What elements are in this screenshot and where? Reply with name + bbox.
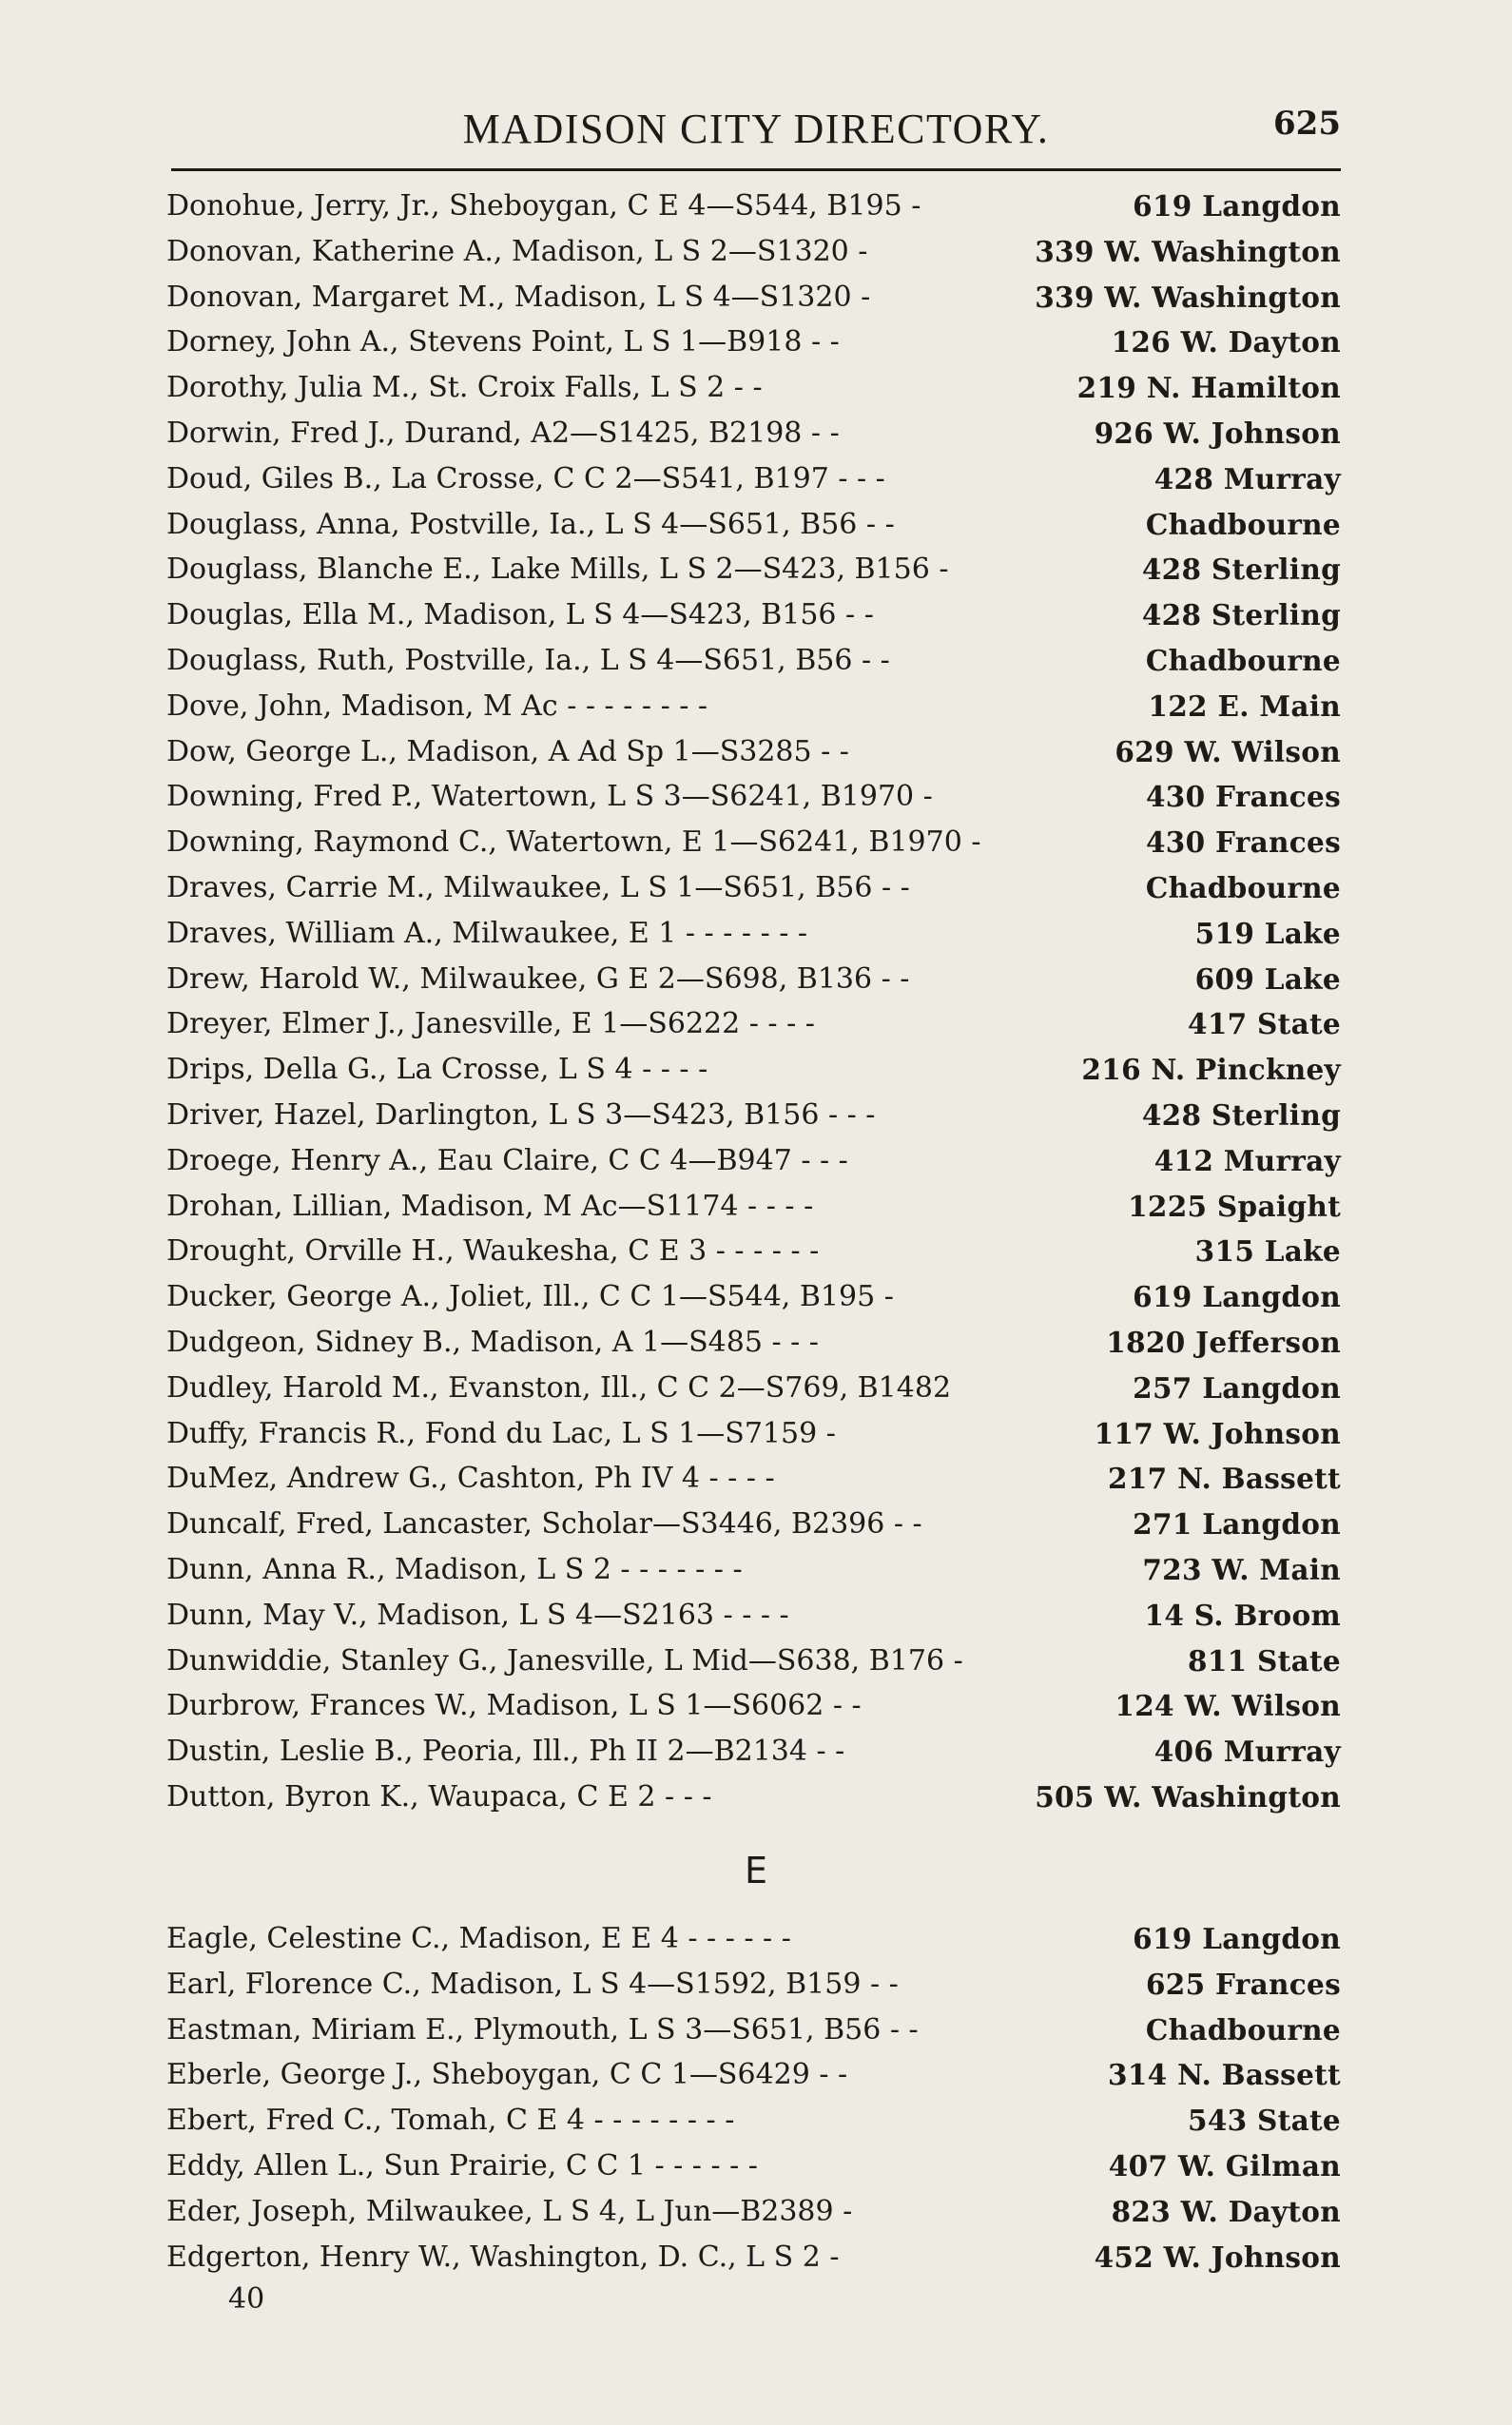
- directory-entry: [166, 1502, 1341, 1547]
- running-title: MADISON CITY DIRECTORY.: [462, 106, 1050, 152]
- entry-name: Drips, Della G., La Crosse, L S 4 - - - -: [166, 1053, 708, 1087]
- page-header: [171, 105, 1341, 164]
- entry-name: Dreyer, Elmer J., Janesville, E 1—S6222 - - - -: [166, 1007, 815, 1041]
- entry-address: 428 Murray: [1153, 461, 1341, 495]
- directory-entry: [166, 275, 1341, 320]
- directory-entry: [166, 320, 1341, 365]
- entry-address: 619 Langdon: [1133, 189, 1341, 223]
- directory-entry: [166, 1366, 1341, 1411]
- directory-entry: [166, 1775, 1341, 1820]
- entry-address: 625 Frances: [1145, 1967, 1341, 2001]
- directory-entry: [166, 229, 1341, 275]
- entry-name: Earl, Florence C., Madison, L S 4—S1592, B159 - -: [166, 1967, 899, 2001]
- entry-address: 609 Lake: [1194, 961, 1341, 996]
- entry-name: Dunn, May V., Madison, L S 4—S2163 - - - -: [166, 1598, 789, 1632]
- entry-name: Eddy, Allen L., Sun Prairie, C C 1 - - - - - -: [166, 2148, 758, 2182]
- directory-entry: [166, 911, 1341, 957]
- directory-entry: [166, 774, 1341, 820]
- directory-entry: [166, 1639, 1341, 1684]
- directory-entry: [166, 184, 1341, 229]
- entry-name: Douglass, Blanche E., Lake Mills, L S 2—S423, B156 -: [166, 553, 949, 587]
- entry-address: 619 Langdon: [1133, 1280, 1341, 1314]
- entry-address: 271 Langdon: [1133, 1507, 1341, 1542]
- entry-address: Chadbourne: [1145, 507, 1341, 541]
- signature-mark: 40: [228, 2282, 265, 2316]
- entry-address: 430 Frances: [1145, 780, 1341, 814]
- directory-entry: [166, 638, 1341, 684]
- entry-name: Eagle, Celestine C., Madison, E E 4 - - - - - -: [166, 1922, 791, 1955]
- entry-name: Donohue, Jerry, Jr., Sheboygan, C E 4—S544, B195 -: [166, 189, 921, 223]
- entry-name: Dorwin, Fred J., Durand, A2—S1425, B2198 - -: [166, 416, 840, 450]
- entry-name: Dunwiddie, Stanley G., Janesville, L Mid—S638, B176 -: [166, 1643, 963, 1678]
- directory-entry: [166, 1184, 1341, 1230]
- entry-address: 126 W. Dayton: [1111, 325, 1341, 359]
- directory-entry: [166, 456, 1341, 502]
- entry-address: 629 W. Wilson: [1115, 734, 1341, 768]
- directory-entry: [166, 2144, 1341, 2189]
- entry-address: 723 W. Main: [1142, 1552, 1341, 1586]
- directory-entry: [166, 684, 1341, 729]
- entry-address: 428 Sterling: [1141, 598, 1341, 632]
- directory-entry: [166, 1593, 1341, 1639]
- entry-address: 452 W. Johnson: [1094, 2240, 1341, 2274]
- entry-name: Drew, Harold W., Milwaukee, G E 2—S698, B136 - -: [166, 961, 910, 996]
- entry-address: Chadbourne: [1145, 2012, 1341, 2047]
- entry-name: Drohan, Lillian, Madison, M Ac—S1174 - - - -: [166, 1189, 814, 1223]
- directory-entry: [166, 502, 1341, 548]
- entry-name: Downing, Fred P., Watertown, L S 3—S6241, B1970 -: [166, 780, 933, 814]
- directory-entry: [166, 2235, 1341, 2280]
- section-e-entries: [166, 1916, 1341, 2280]
- entry-address: 1225 Spaight: [1128, 1189, 1341, 1223]
- entry-name: Dorothy, Julia M., St. Croix Falls, L S 2 - -: [166, 371, 763, 405]
- entry-name: Douglass, Ruth, Postville, Ia., L S 4—S651, B56 - -: [166, 643, 890, 677]
- entry-name: Dove, John, Madison, M Ac - - - - - - - -: [166, 689, 708, 723]
- entry-name: Ebert, Fred C., Tomah, C E 4 - - - - - - - -: [166, 2104, 735, 2138]
- entry-address: 14 S. Broom: [1144, 1598, 1341, 1632]
- entry-name: Douglass, Anna, Postville, Ia., L S 4—S651, B56 - -: [166, 507, 895, 541]
- directory-entry: [166, 1456, 1341, 1502]
- directory-entry: [166, 865, 1341, 911]
- directory-entry: [166, 2008, 1341, 2053]
- entry-name: Durbrow, Frances W., Madison, L S 1—S6062 - -: [166, 1689, 862, 1723]
- entry-address: 124 W. Wilson: [1115, 1689, 1341, 1723]
- directory-entry: [166, 1047, 1341, 1093]
- directory-entry: [166, 1138, 1341, 1184]
- entry-address: 217 N. Bassett: [1108, 1462, 1341, 1496]
- directory-entry: [166, 1411, 1341, 1457]
- entry-name: Draves, Carrie M., Milwaukee, L S 1—S651, B56 - -: [166, 870, 910, 904]
- entry-name: Dow, George L., Madison, A Ad Sp 1—S3285 - -: [166, 734, 849, 768]
- header-rule: [171, 168, 1341, 171]
- entry-name: Droege, Henry A., Eau Claire, C C 4—B947 - - -: [166, 1143, 848, 1177]
- directory-entry: [166, 957, 1341, 1002]
- entry-address: 339 W. Washington: [1035, 280, 1341, 314]
- entry-address: 505 W. Washington: [1035, 1779, 1341, 1814]
- entry-name: Dunn, Anna R., Madison, L S 2 - - - - - - -: [166, 1552, 743, 1586]
- entry-name: Eder, Joseph, Milwaukee, L S 4, L Jun—B2389 -: [166, 2194, 853, 2228]
- directory-entry: [166, 1916, 1341, 1962]
- directory-entry: [166, 2052, 1341, 2098]
- entry-address: 314 N. Bassett: [1108, 2058, 1341, 2092]
- entry-address: 117 W. Johnson: [1094, 1416, 1341, 1450]
- entry-address: 1820 Jefferson: [1106, 1325, 1341, 1359]
- entry-name: Dustin, Leslie B., Peoria, Ill., Ph II 2—B2134 - -: [166, 1735, 845, 1769]
- entry-name: Dudley, Harold M., Evanston, Ill., C C 2—S769, B1482: [166, 1370, 952, 1405]
- directory-entry: [166, 1229, 1341, 1274]
- directory-entry: [166, 1274, 1341, 1320]
- entry-address: 823 W. Dayton: [1111, 2194, 1341, 2228]
- entry-address: 926 W. Johnson: [1094, 416, 1341, 450]
- entry-name: DuMez, Andrew G., Cashton, Ph IV 4 - - - -: [166, 1462, 775, 1496]
- entry-name: Eastman, Miriam E., Plymouth, L S 3—S651, B56 - -: [166, 2012, 919, 2047]
- entry-name: Duncalf, Fred, Lancaster, Scholar—S3446, B2396 - -: [166, 1507, 922, 1542]
- directory-entry: [166, 1547, 1341, 1593]
- directory-entry: [166, 592, 1341, 638]
- entry-address: Chadbourne: [1145, 643, 1341, 677]
- entry-name: Driver, Hazel, Darlington, L S 3—S423, B156 - - -: [166, 1097, 876, 1132]
- letter-heading: E: [744, 1850, 767, 1892]
- entry-address: 543 State: [1188, 2104, 1341, 2138]
- entry-name: Draves, William A., Milwaukee, E 1 - - - - - - -: [166, 916, 808, 950]
- entry-address: 219 N. Hamilton: [1076, 371, 1341, 405]
- entry-address: 519 Lake: [1194, 916, 1341, 950]
- entry-address: 417 State: [1188, 1007, 1341, 1041]
- directory-entry: [166, 1320, 1341, 1366]
- directory-entry: [166, 2098, 1341, 2144]
- entry-name: Duffy, Francis R., Fond du Lac, L S 1—S7159 -: [166, 1416, 836, 1450]
- directory-entry: [166, 729, 1341, 775]
- entry-address: 315 Lake: [1194, 1234, 1341, 1269]
- entry-name: Doud, Giles B., La Crosse, C C 2—S541, B197 - - -: [166, 461, 885, 495]
- entry-name: Ducker, George A., Joliet, Ill., C C 1—S544, B195 -: [166, 1280, 894, 1314]
- entry-address: Chadbourne: [1145, 870, 1341, 904]
- entry-name: Douglas, Ella M., Madison, L S 4—S423, B156 - -: [166, 598, 874, 632]
- entry-address: 216 N. Pinckney: [1081, 1053, 1341, 1087]
- directory-entry: [166, 1729, 1341, 1775]
- directory-entry: [166, 411, 1341, 456]
- directory-entry: [166, 1683, 1341, 1729]
- section-d-entries: [166, 184, 1341, 1820]
- directory-entry: [166, 365, 1341, 411]
- entry-address: 428 Sterling: [1141, 1097, 1341, 1132]
- entry-address: 619 Langdon: [1133, 1922, 1341, 1955]
- entry-address: 412 Murray: [1153, 1143, 1341, 1177]
- entry-name: Dudgeon, Sidney B., Madison, A 1—S485 - - -: [166, 1325, 819, 1359]
- entry-address: 257 Langdon: [1133, 1370, 1341, 1405]
- entry-name: Dutton, Byron K., Waupaca, C E 2 - - -: [166, 1779, 712, 1814]
- entry-address: 339 W. Washington: [1035, 234, 1341, 268]
- entry-address: 406 Murray: [1153, 1735, 1341, 1769]
- directory-entry: [166, 1093, 1341, 1138]
- entry-name: Donovan, Katherine A., Madison, L S 2—S1320 -: [166, 234, 868, 268]
- directory-entry: [166, 2189, 1341, 2235]
- directory-entry: [166, 820, 1341, 865]
- entry-address: 122 E. Main: [1148, 689, 1341, 723]
- entry-name: Dorney, John A., Stevens Point, L S 1—B918 - -: [166, 325, 840, 359]
- entry-address: 428 Sterling: [1141, 553, 1341, 587]
- entry-name: Edgerton, Henry W., Washington, D. C., L S 2 -: [166, 2240, 840, 2274]
- entry-name: Downing, Raymond C., Watertown, E 1—S6241, B1970 -: [166, 825, 981, 860]
- entry-name: Eberle, George J., Sheboygan, C C 1—S6429 - -: [166, 2058, 848, 2092]
- entry-name: Donovan, Margaret M., Madison, L S 4—S1320 -: [166, 280, 871, 314]
- entry-address: 811 State: [1188, 1643, 1341, 1678]
- directory-entry: [166, 1001, 1341, 1047]
- directory-entry: [166, 1962, 1341, 2008]
- directory-entry: [166, 547, 1341, 592]
- entry-address: 430 Frances: [1145, 825, 1341, 860]
- entry-address: 407 W. Gilman: [1108, 2148, 1341, 2182]
- page-number: 625: [1273, 105, 1341, 143]
- entry-name: Drought, Orville H., Waukesha, C E 3 - - - - - -: [166, 1234, 820, 1269]
